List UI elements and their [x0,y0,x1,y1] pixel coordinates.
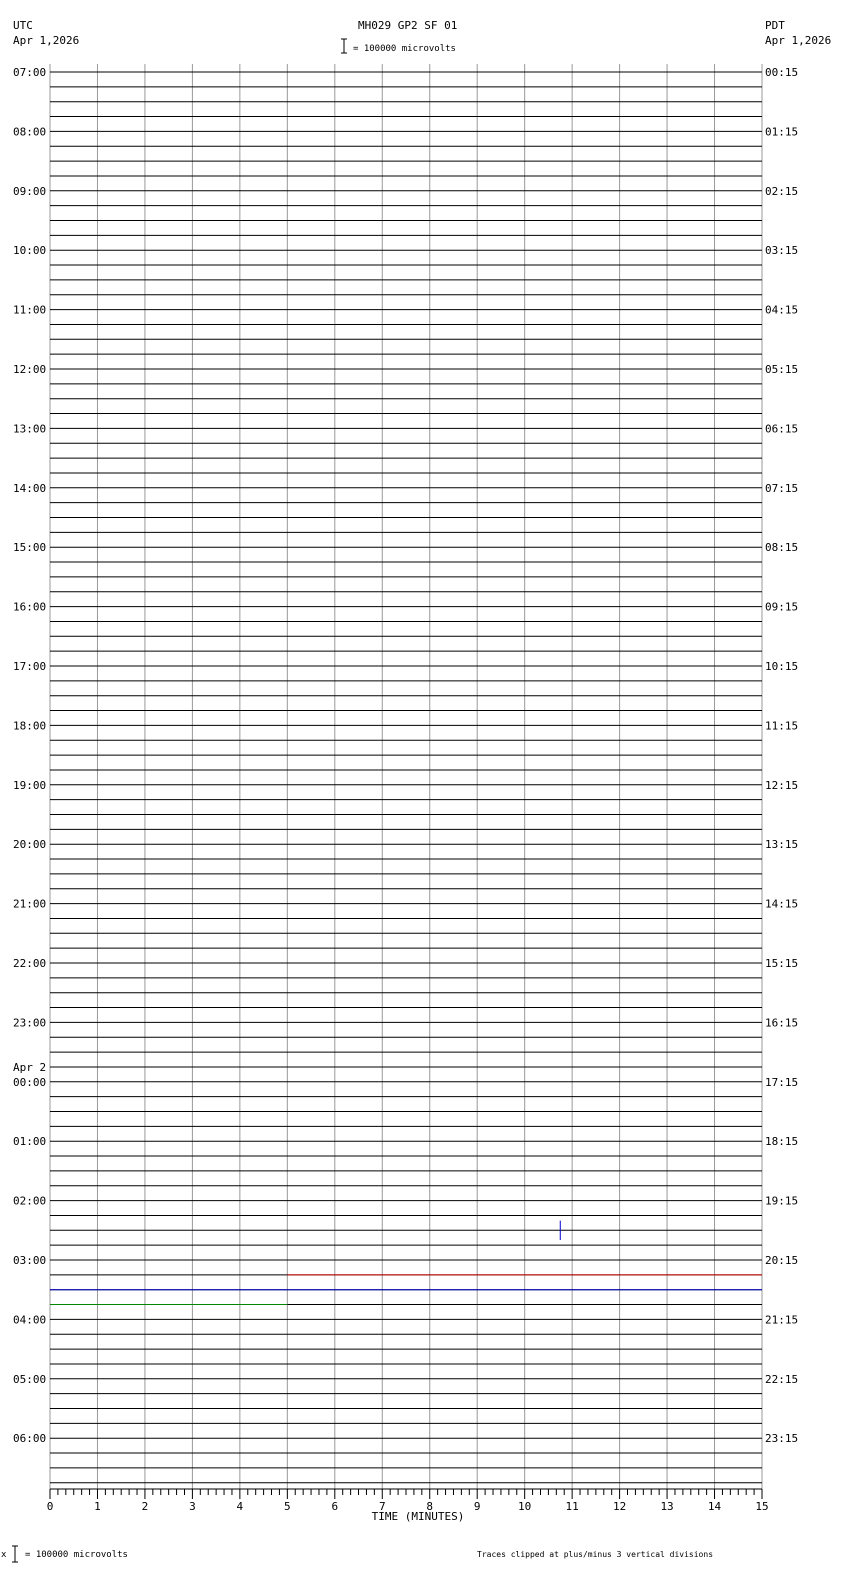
footer-scale-label: = 100000 microvolts [25,1550,128,1560]
pdt-hour-label: 03:15 [765,244,799,258]
x-tick-label: 13 [660,1500,674,1513]
x-tick-label: 9 [473,1500,481,1513]
utc-hour-label: 13:00 [13,422,47,436]
x-tick-label: 15 [755,1500,769,1513]
x-tick-label: 8 [426,1500,434,1513]
utc-hour-label: 15:00 [13,541,47,555]
pdt-hour-label: 23:15 [765,1432,799,1446]
x-tick-label: 6 [331,1500,339,1513]
pdt-hour-label: 13:15 [765,838,799,852]
pdt-hour-label: 20:15 [765,1254,799,1267]
utc-hour-label: 21:00 [13,897,47,911]
utc-hour-label: 12:00 [13,363,47,376]
pdt-hour-label: 19:15 [765,1194,799,1208]
x-tick-label: 1 [94,1500,101,1513]
scale-label: = 100000 microvolts [353,44,456,54]
utc-hour-label: 22:00 [13,957,47,970]
pdt-date-label: Apr 1,2026 [765,34,832,47]
pdt-hour-label: 02:15 [765,184,799,198]
utc-hour-label: 10:00 [13,244,47,258]
x-tick-label: 2 [141,1500,149,1513]
utc-hour-label: 02:00 [13,1194,47,1208]
utc-timezone-label: UTC [13,19,33,32]
utc-hour-label: 17:00 [13,660,47,673]
footer-marker: x [1,1550,7,1560]
utc-hour-label: 14:00 [13,481,47,495]
x-tick-label: 11 [565,1500,579,1513]
utc-hour-label: 05:00 [13,1372,47,1386]
pdt-hour-label: 06:15 [765,422,799,436]
pdt-hour-label: 14:15 [765,897,799,911]
pdt-hour-label: 12:15 [765,778,799,792]
utc-hour-label: 09:00 [13,184,47,198]
utc-hour-label: 08:00 [13,125,47,139]
utc-hour-label: 23:00 [13,1016,47,1030]
pdt-hour-label: 08:15 [765,541,799,555]
x-tick-label: 10 [518,1500,532,1513]
station-title: MH029 GP2 SF 01 [358,19,458,32]
pdt-hour-label: 07:15 [765,481,799,495]
x-tick-label: 7 [378,1500,386,1513]
pdt-hour-label: 04:15 [765,303,799,317]
utc-hour-label: 19:00 [13,778,47,792]
x-tick-label: 5 [284,1500,291,1513]
pdt-hour-label: 16:15 [765,1016,799,1030]
pdt-hour-label: 21:15 [765,1313,799,1327]
utc-date-label: Apr 1,2026 [13,34,80,47]
date-change-label: Apr 2 [13,1060,47,1074]
pdt-hour-label: 10:15 [765,660,799,673]
pdt-hour-label: 11:15 [765,719,799,733]
x-tick-label: 0 [46,1500,54,1513]
pdt-hour-label: 09:15 [765,600,799,614]
utc-hour-label: 07:00 [13,66,47,79]
utc-hour-label: 03:00 [13,1254,47,1267]
utc-hour-label: 20:00 [13,838,47,852]
utc-hour-label: 18:00 [13,719,47,733]
utc-hour-label: 04:00 [13,1313,47,1327]
pdt-hour-label: 05:15 [765,363,799,376]
utc-hour-label: 16:00 [13,600,47,614]
utc-hour-label: 11:00 [13,303,47,317]
pdt-hour-label: 22:15 [765,1372,799,1386]
x-tick-label: 14 [707,1500,722,1513]
pdt-hour-label: 15:15 [765,957,799,970]
pdt-hour-label: 18:15 [765,1135,799,1149]
x-tick-label: 3 [189,1500,196,1513]
utc-hour-label: 06:00 [13,1432,47,1446]
clip-note: Traces clipped at plus/minus 3 vertical divisions [477,1550,714,1559]
pdt-timezone-label: PDT [765,19,785,32]
x-tick-label: 12 [612,1500,627,1513]
x-axis-label: TIME (MINUTES) [371,1510,465,1523]
footer-scale-bar-icon [9,1545,21,1566]
pdt-hour-label: 01:15 [765,125,799,139]
utc-hour-label: 01:00 [13,1135,47,1149]
utc-hour-label: 00:00 [13,1075,47,1089]
pdt-hour-label: 17:15 [765,1075,799,1089]
x-tick-label: 4 [236,1500,244,1513]
pdt-hour-label: 00:15 [765,66,799,79]
